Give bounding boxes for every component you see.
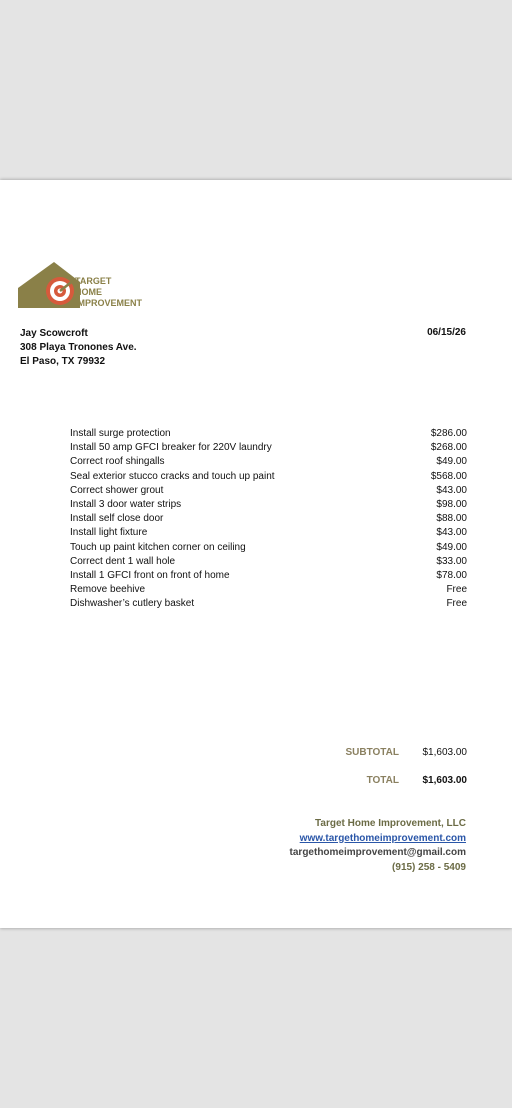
item-description: Install 50 amp GFCI breaker for 220V laundry <box>70 442 272 454</box>
line-item <box>70 498 467 512</box>
item-description: Install light fixture <box>70 527 148 539</box>
subtotal-value: $1,603.00 <box>422 747 467 758</box>
subtotal-row <box>319 746 467 774</box>
line-item <box>70 583 467 597</box>
company-phone: (915) 258 - 5409 <box>392 861 466 873</box>
line-item <box>70 427 467 441</box>
total-value: $1,603.00 <box>422 775 467 786</box>
company-email: targethomeimprovement@gmail.com <box>289 847 466 858</box>
line-item <box>70 597 467 611</box>
item-description: Correct dent 1 wall hole <box>70 555 176 567</box>
customer-city: El Paso, TX 79932 <box>20 356 106 367</box>
line-item <box>70 541 467 555</box>
item-description: Install surge protection <box>70 428 171 439</box>
item-description: Remove beehive <box>70 584 146 596</box>
line-item <box>70 455 467 469</box>
total-row <box>319 774 467 802</box>
item-price: $286.00 <box>430 428 467 439</box>
item-price: $33.00 <box>436 555 467 567</box>
item-price: $43.00 <box>436 484 467 496</box>
item-description: Install 3 door water strips <box>70 498 182 510</box>
item-price: $88.00 <box>436 513 467 525</box>
item-price: $43.00 <box>436 527 467 539</box>
item-description: Correct shower grout <box>70 484 164 496</box>
item-price: Free <box>446 584 467 596</box>
line-item <box>70 526 467 540</box>
line-item <box>70 512 467 526</box>
logo-line-1: TARGET <box>75 276 112 286</box>
company-logo <box>18 262 158 312</box>
company-contact <box>290 817 466 875</box>
item-price: Free <box>446 598 467 610</box>
invoice-date: 06/15/26 <box>427 327 466 338</box>
item-description: Install self close door <box>70 513 164 525</box>
line-item <box>70 555 467 569</box>
total-label: TOTAL <box>366 775 399 786</box>
item-price: $49.00 <box>436 541 467 553</box>
item-description: Correct roof shingalls <box>70 456 165 468</box>
item-price: $568.00 <box>430 470 467 482</box>
item-price: $268.00 <box>430 442 467 454</box>
item-price: $98.00 <box>436 498 467 510</box>
line-item <box>70 441 467 455</box>
line-items <box>70 427 467 611</box>
subtotal-label: SUBTOTAL <box>345 747 399 758</box>
line-item <box>70 470 467 484</box>
item-price: $49.00 <box>436 456 467 468</box>
customer-street: 308 Playa Tronones Ave. <box>20 342 137 353</box>
line-item <box>70 569 467 583</box>
item-description: Install 1 GFCI front on front of home <box>70 569 230 581</box>
totals-block <box>319 746 467 802</box>
customer-address <box>20 327 137 369</box>
invoice-page <box>0 180 512 928</box>
line-item <box>70 484 467 498</box>
logo-line-3: IMPROVEMENT <box>75 298 143 308</box>
item-description: Seal exterior stucco cracks and touch up paint <box>70 470 275 482</box>
company-website-link[interactable]: www.targethomeimprovement.com <box>299 832 466 844</box>
item-description: Dishwasher’s cutlery basket <box>70 598 195 610</box>
item-description: Touch up paint kitchen corner on ceiling <box>70 541 246 553</box>
item-price: $78.00 <box>436 569 467 581</box>
logo-line-2: HOME <box>75 287 102 297</box>
customer-name: Jay Scowcroft <box>20 328 88 339</box>
company-name: Target Home Improvement, LLC <box>315 818 466 829</box>
